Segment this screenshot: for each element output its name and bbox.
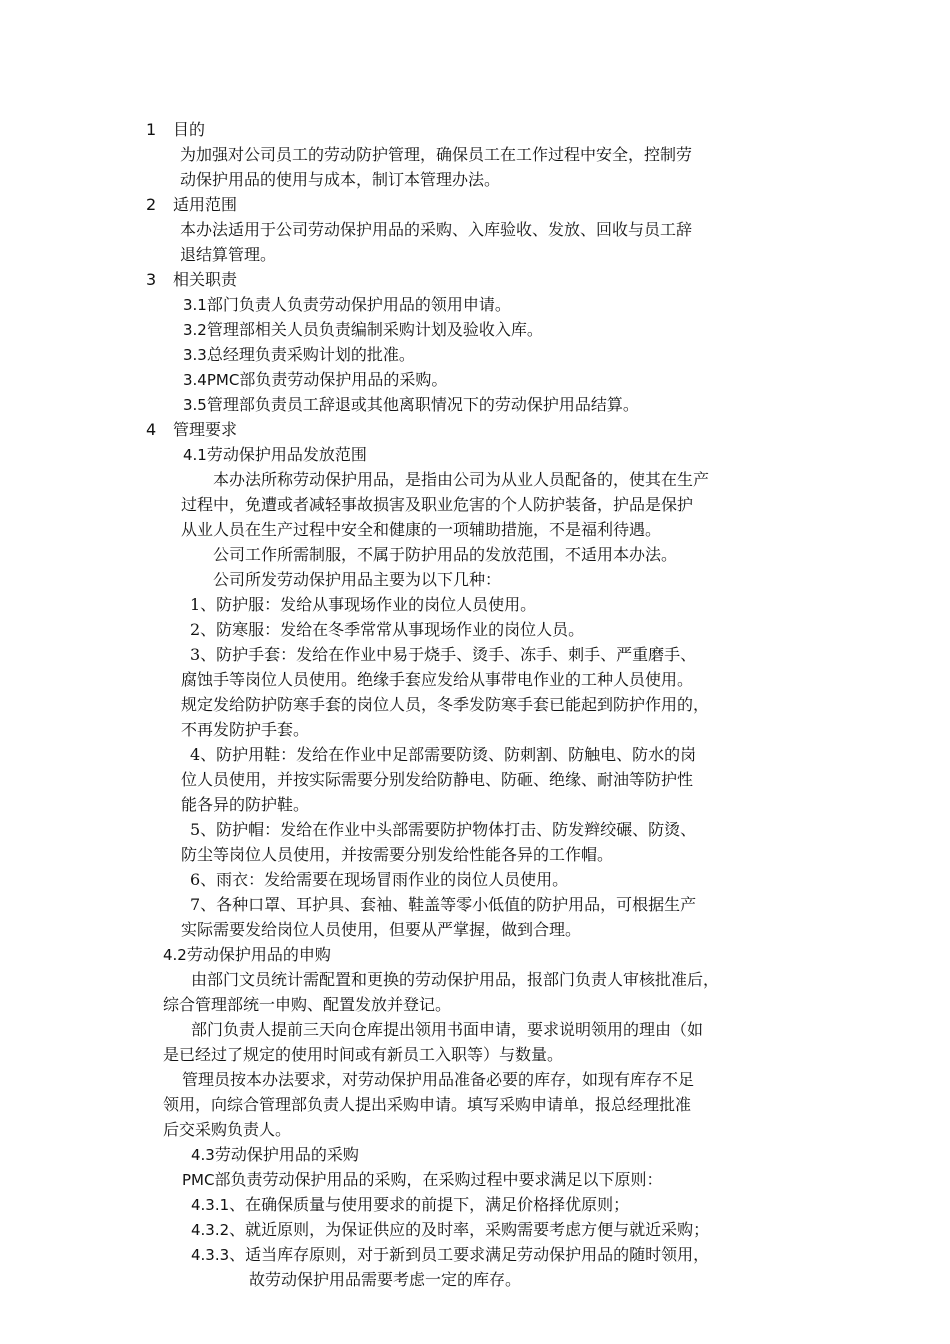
paragraph-line: 管理员按本办法要求，对劳动保护用品准备必要的库存，如现有库存不足 [182,1070,695,1089]
subsection-number: 4.3 [191,1146,215,1164]
item-number: 4.3.3 [191,1246,230,1264]
paragraph-line: 过程中，免遭或者减轻事故损害及职业危害的个人防护装备，护品是保护 [181,495,694,514]
paragraph-line: 后交采购负责人。 [163,1120,292,1139]
subsection-title: 劳动保护用品的采购 [214,1145,359,1164]
item-number: 3.4PMC [183,371,240,389]
paragraph-line: 由部门文员统计需配置和更换的劳动保护用品，报部门负责人审核批准后， [191,970,720,989]
list-item-continuation: 规定发给防护防寒手套的岗位人员，冬季发防寒手套已能起到防护作用的， [181,695,710,714]
subsection-4-1-heading [183,443,367,467]
responsibility-item [183,393,639,417]
item-number: 3.5 [183,396,207,414]
principle-item [191,1218,709,1242]
principle-item-continuation: 故劳动保护用品需要考虑一定的库存。 [249,1270,522,1289]
list-item: 1、防护服：发给从事现场作业的岗位人员使用。 [190,595,537,614]
item-number: 4.3.2 [191,1221,230,1239]
paragraph-text: 部负责劳动保护用品的采购，在采购过程中要求满足以下原则： [214,1170,663,1189]
paragraph-line: 部门负责人提前三天向仓库提出领用书面申请，要求说明领用的理由（如 [191,1020,704,1039]
subsection-4-2-heading [163,943,331,967]
list-item: 6、雨衣：发给需要在现场冒雨作业的岗位人员使用。 [190,870,569,889]
section-number: 3 [146,270,157,289]
paragraph-line: 是已经过了规定的使用时间或有新员工入职等）与数量。 [163,1045,564,1064]
section-title: 目的 [173,120,206,139]
list-item: 3、防护手套：发给在作业中易于烧手、烫手、冻手、刺手、严重磨手、 [190,645,697,664]
section-title: 相关职责 [173,270,238,289]
subsection-title: 劳动保护用品的申购 [186,945,331,964]
pmc-label: PMC [182,1171,215,1189]
paragraph-line: 领用，向综合管理部负责人提出采购申请。填写采购申请单，报总经理批准 [163,1095,692,1114]
responsibility-item [183,343,415,367]
list-item-continuation: 能各异的防护鞋。 [181,795,310,814]
paragraph-line: 本办法所称劳动保护用品，是指由公司为从业人员配备的，使其在生产 [213,470,710,489]
subsection-number: 4.1 [183,446,207,464]
responsibility-item [183,368,447,392]
item-text: 、在确保质量与使用要求的前提下，满足价格择优原则； [229,1195,630,1214]
principle-item [191,1193,629,1217]
item-number: 3.1 [183,296,207,314]
list-item: 4、防护用鞋：发给在作业中足部需要防烫、防刺割、防触电、防水的岗 [190,745,697,764]
item-text: 总经理负责采购计划的批准。 [206,345,415,364]
item-text: 部门负责人负责劳动保护用品的领用申请。 [206,295,511,314]
paragraph-line: 公司工作所需制服，不属于防护用品的发放范围，不适用本办法。 [213,545,678,564]
responsibility-item [183,293,511,317]
paragraph-line: 本办法适用于公司劳动保护用品的采购、入库验收、发放、回收与员工辞 [180,220,693,239]
principle-item [191,1243,709,1267]
paragraph-line: 公司所发劳动保护用品主要为以下几种： [213,570,502,589]
list-item-continuation: 不再发防护手套。 [181,720,310,739]
responsibility-item [183,318,543,342]
section-number: 4 [146,420,157,439]
item-text: 部负责劳动保护用品的采购。 [239,370,448,389]
section-title: 适用范围 [173,195,238,214]
subsection-number: 4.2 [163,946,187,964]
item-number: 3.2 [183,321,207,339]
paragraph-line: 综合管理部统一申购、配置发放并登记。 [163,995,452,1014]
paragraph-line [182,1168,662,1192]
item-text: 管理部负责员工辞退或其他离职情况下的劳动保护用品结算。 [206,395,639,414]
item-text: 、适当库存原则，对于新到员工要求满足劳动保护用品的随时领用， [229,1245,710,1264]
list-item: 5、防护帽：发给在作业中头部需要防护物体打击、防发辫绞碾、防烫、 [190,820,697,839]
paragraph-line: 从业人员在生产过程中安全和健康的一项辅助措施，不是福利待遇。 [181,520,662,539]
section-number: 2 [146,195,157,214]
item-number: 3.3 [183,346,207,364]
subsection-4-3-heading [191,1143,359,1167]
item-text: 、就近原则，为保证供应的及时率，采购需要考虑方便与就近采购； [229,1220,710,1239]
list-item-continuation: 实际需要发给岗位人员使用，但要从严掌握，做到合理。 [181,920,582,939]
list-item: 7、各种口罩、耳护具、套袖、鞋盖等零小低值的防护用品，可根据生产 [190,895,697,914]
list-item-continuation: 位人员使用，并按实际需要分别发给防静电、防砸、绝缘、耐油等防护性 [181,770,694,789]
section-number: 1 [146,120,157,139]
list-item-continuation: 防尘等岗位人员使用，并按需要分别发给性能各异的工作帽。 [181,845,614,864]
subsection-title: 劳动保护用品发放范围 [206,445,367,464]
item-number: 4.3.1 [191,1196,230,1214]
paragraph-line: 为加强对公司员工的劳动防护管理，确保员工在工作过程中安全，控制劳 [180,145,693,164]
paragraph-line: 退结算管理。 [180,245,277,264]
section-title: 管理要求 [173,420,238,439]
list-item-continuation: 腐蚀手等岗位人员使用。绝缘手套应发给从事带电作业的工种人员使用。 [181,670,694,689]
item-text: 管理部相关人员负责编制采购计划及验收入库。 [206,320,543,339]
paragraph-line: 动保护用品的使用与成本，制订本管理办法。 [180,170,501,189]
list-item: 2、防寒服：发给在冬季常常从事现场作业的岗位人员。 [190,620,585,639]
